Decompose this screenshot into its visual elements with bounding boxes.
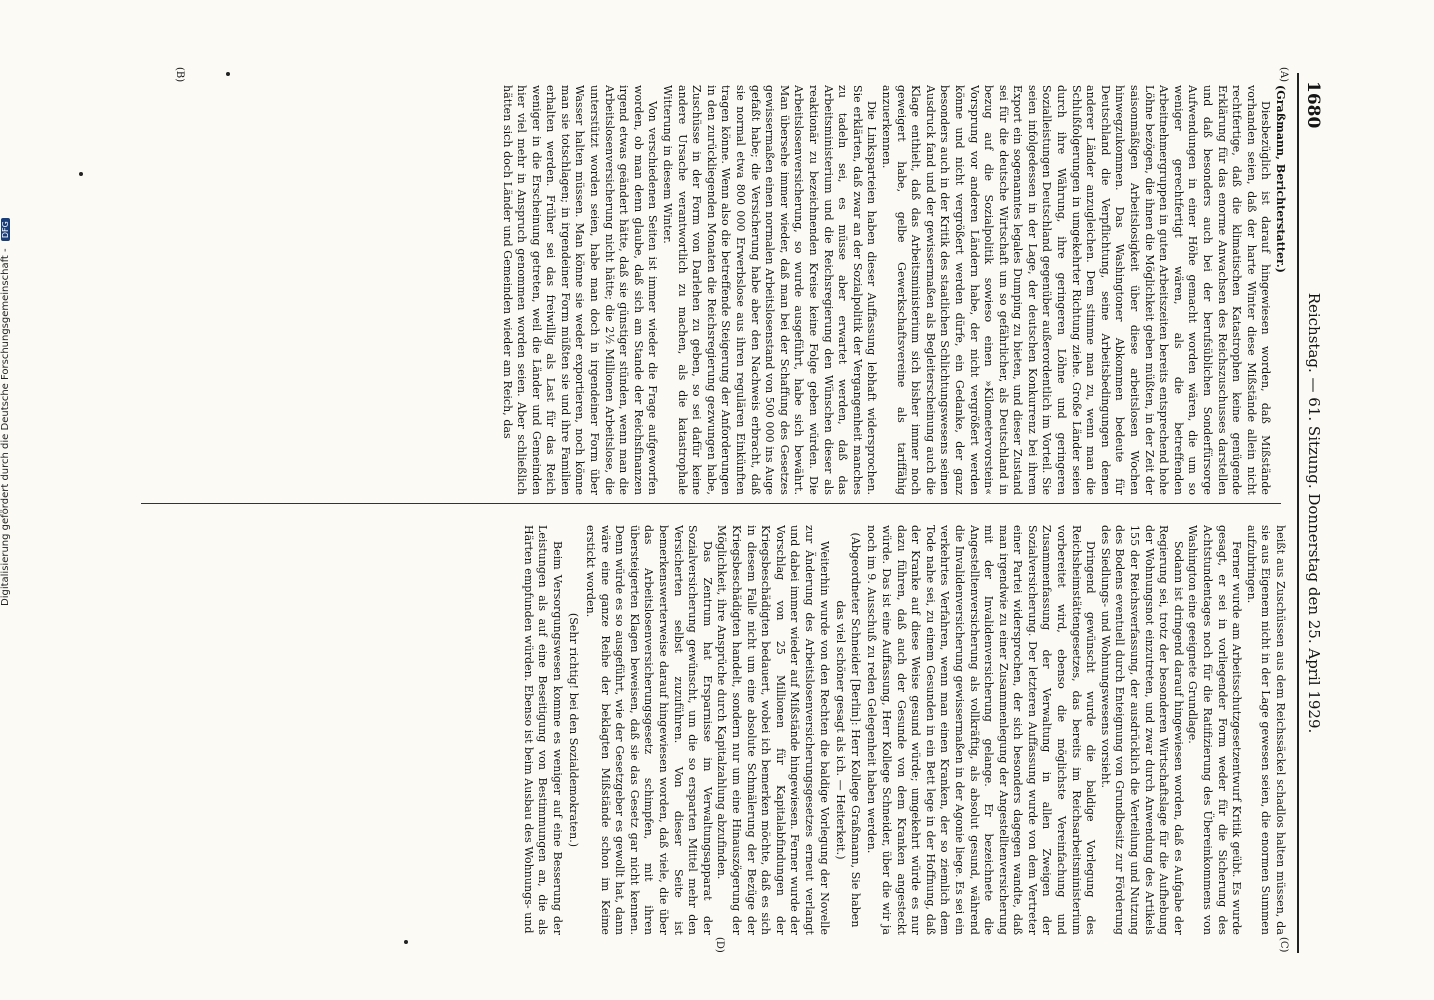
paragraph: Dringend gewünscht wurde die baldige Vorlegung des Reichsheimstättengesetzes, das bereits im Reichsarbeitsministerium vorbereitet wird, ebenso die möglichste Vereinfachung und Zusammenfassung der Verwaltung in allen Zweigen der Sozialversicherung. Der letzteren Auffassung wurde von dem Vertreter einer Partei widersprochen, der sich besonders dagegen wandte, daß man irgendwie zu einer Zusammenlegung der Angestelltenversicherung mit der Invalidenversicherung gelange. Er bezeichnete die Angestelltenversicherung als vollkräftig, als absolut gesund, während die Invalidenversicherung gewissermaßen in der Agonie liege. Es sei ein verkehrtes Verfahren, wenn man einen Kranken, der so ziemlich dem Tode nahe sei, zu einem Gesunden in ein Bett lege in der Hoffnung, daß der Kranke auf diese Weise gesund würde; umgekehrt würde es nur dazu führen, daß auch der Gesunde von dem Kranken angesteckt würde. Das ist eine Auffassung, Herr Kollege Schneider, über die wir ja noch im 9. Ausschuß zu reden Gelegenheit haben werden. bbox=[865, 525, 1098, 935]
speaker-line: (Graßmann, Berichterstatter.) bbox=[1274, 85, 1287, 273]
paragraph: heißt aus Zuschüssen aus dem Reichssäckel schadlos halten müssen, da sie aus Eigenem nicht in der Lage gewesen seien, die enormen Summen aufzubringen. bbox=[1244, 525, 1287, 935]
paragraph: Diesbezüglich ist darauf hingewiesen worden, daß Mißstände vorhanden seien, daß der harte Winter diese Mißstände allein nicht rechtfertige, daß die klimatischen Katastrophen keine genügende Erklärung für das enorme Anwachsen des Reichszuschusses darstellen und daß besonders auch bei der berufsüblichen Sonderfürsorge Aufwendungen in einer Höhe gemacht worden wären, die um so weniger gerechtfertigt wären, als die betreffenden Arbeitnehmergruppen in guten Arbeitszeiten bereits entsprechend hohe Löhne bezögen, die ihnen die Möglichkeit geben müßten, in der Zeit der saisonmäßigen Arbeitslosigkeit über diese arbeitslosen Wochen hinwegzukommen. Das Washingtoner Abkommen bedeute für Deutschland die Verpflichtung, seine Arbeitsbedingungen denen anderer Länder anzugleichen. Dem stimme man zu, wenn man die Schlußfolgerungen in umgekehrter Richtung ziehe. Große Länder seien durch ihre Währung, ihre geringeren Löhne und geringeren Sozialleistungen Deutschland gegenüber außerordentlich im Vorteil. Sie seien infolgedessen in der Lage, der deutschen Konkurrenz bei ihrem Export ein sogenanntes legales Dumping zu bieten, und dieser Zustand sei für die deutsche Wirtschaft um so gefährlicher, als Deutschland in bezug auf die Sozialpolitik sowieso einen »Kilometervorstein« Vorsprung vor anderen Ländern habe, der nicht vergrößert werden könne und nicht vergrößert werden dürfe, ein Gedanke, der ganz besonders auch in der Kritik des staatlichen Schlichtungswesens seinen Ausdruck fand und der gewissermaßen als Begleiterscheinung auch die Klage enthielt, daß das Arbeitsministerium sich bisher immer noch geweigert habe, gelbe Gewerkschaftsvereine als tariffähig anzuerkennen. bbox=[879, 85, 1273, 495]
page-header bbox=[1295, 73, 1325, 953]
margin-mark-b: (B) bbox=[174, 67, 185, 83]
header-rule bbox=[1297, 73, 1299, 953]
interjection: (Sehr richtig! bei den Sozialdemokraten.) bbox=[567, 612, 581, 848]
paragraph: Beim Versorgungswesen komme es weniger auf eine Besserung der Leistungen als auf eine Beseitigung von Bestimmungen an, die als Härten empfunden würden. Ebenso ist beim Ausbau des Wohnungs- und bbox=[521, 525, 564, 935]
right-column bbox=[137, 525, 1287, 935]
paragraph: Sodann ist dringend darauf hingewiesen worden, daß es Aufgabe der Regierung sei, trotz der besonderen Wirtschaftslage für die Aufhebung der Wohnungsnot einzutreten, und zwar durch Anwendung des Artikels 155 der Reichsverfassung, der ausdrücklich die Verteilung und Nutzung des Bodens eventuell durch Enteignung von Grundbesitz zur Förderung des Siedlungs- und Wohnungswesens vorsieht. bbox=[1098, 525, 1185, 935]
margin-mark-a: (A) bbox=[1278, 67, 1289, 83]
interjection: (Abgeordneter Schneider [Berlin]: Herr Kollege Graßmann, Sie haben das viel schöner gesagt als ich. — Heiterkeit.) bbox=[834, 532, 862, 928]
scan-speck bbox=[404, 940, 408, 944]
page-title: Reichstag. — 61. Sitzung. Donnerstag den 25. April 1929. bbox=[1305, 292, 1323, 734]
digitization-footer bbox=[0, 0, 14, 606]
column-divider bbox=[141, 503, 1281, 504]
document-page bbox=[120, 67, 1325, 953]
paragraph: Ferner wurde am Arbeitsschutzgesetzentwurf Kritik geübt. Es wurde gesagt, er sei in vorliegender Form weder für die Sicherung des Achtstundentages noch für die Ratifizierung des Übereinkommens von Washington eine geeignete Grundlage. bbox=[1186, 525, 1244, 935]
margin-mark-d: (D) bbox=[714, 937, 725, 953]
left-column bbox=[137, 85, 1287, 495]
paragraph: Weiterhin wurde von den Rechten die baldige Vorlegung der Novelle zur Änderung des Arbeitslosenversicherungsgesetzes erneut verlangt und dabei immer wieder auf Mißstände hingewiesen. Ferner wurde der Vorschlag von 25 Millionen für Kapitalabfindungen der Kriegsbeschädigten bedauert, wobei ich bemerken möchte, daß es sich in diesem Falle nicht um eine absolute Schmälerung der Bezüge der Kriegsbeschädigten handelt, sondern nur um eine Hinauszögerung der Möglichkeit, ihre Ansprüche durch Kapitalzahlung abzufinden. bbox=[715, 525, 831, 935]
dfg-logo: DFG bbox=[1, 218, 10, 241]
paragraph: Das Zentrum hat Ersparnisse im Verwaltungsapparat der Sozialversicherung gewünscht, um die so ersparten Mittel mehr den Versicherten selbst zuzuführen. Von dieser Seite ist bemerkenswerterweise darauf hingewiesen worden, daß viele, die über das Arbeitslosenversicherungsgesetz schimpfen, mit ihren übersteigerten Klagen beweisen, daß sie das Gesetz gar nicht kennen. Denn würde es so ausgeführt, wie der Gesetzgeber es gewollt hat, dann wäre eine ganze Reihe der beklagten Mißstände schon im Keime erstickt worden. bbox=[584, 525, 714, 935]
page-number: 1680 bbox=[1303, 81, 1323, 129]
paragraph: Von verschiedenen Seiten ist immer wieder die Frage aufgeworfen worden, ob man denn glaube, daß sich am Stande der Reichsfinanzen irgend etwas geändert hätte, daß sie günstiger stünden, wenn man die Arbeitslosenversicherung nicht hätte; die 2½ Millionen Arbeitslose, die unterstützt worden seien, habe man doch in irgendeiner Form über Wasser halten müssen. Man könne sie weder exportieren, noch könne man sie totschlagen; in irgendeiner Form müßten sie und ihre Familien erhalten werden. Früher sei das freiwillig als Last für das Reich weniger in die Erscheinung getreten, weil die Länder und Gemeinden hier viel mehr in Anspruch genommen worden seien. Aber schließlich hätten sich doch Länder und Gemeinden wieder am Reich, das bbox=[500, 85, 660, 495]
footer-text: Digitalisierung gefördert durch die Deutsche Forschungsgemeinschaft - bbox=[0, 248, 11, 606]
scan-speck bbox=[226, 72, 230, 76]
margin-mark-c: (C) bbox=[1278, 937, 1289, 953]
paragraph: Die Linksparteien haben dieser Auffassung lebhaft widersprochen. Sie erklärten, daß zwar an der Sozialpolitik der Vergangenheit manches zu tadeln sei, es müsse aber erwartet werden, daß das Arbeitsministerium und die Reichsregierung den Wünschen dieser als reaktionär zu bezeichnenden Kreise keine Folge geben würden. Die Arbeitslosenversicherung, so wurde ausgeführt, habe sich bewährt. Man übersehe immer wieder, daß man bei der Schaffung des Gesetzes gewissermaßen einen normalen Arbeitslosenstand von 500 000 ins Auge gefaßt habe; die Versicherung habe aber den Nachweis erbracht, daß sie normal etwa 800 000 Erwerbslose aus ihren regulären Einkünften tragen könne. Wenn also die betreffende Steigerung der Anforderungen in den zurückliegenden Monaten die Reichsregierung gezwungen habe, Zuschüsse in der Form von Darlehen zu geben, so sei dafür keine andere Ursache verantwortlich zu machen, als die katastrophale Witterung in diesem Winter. bbox=[661, 85, 879, 495]
scan-speck bbox=[79, 172, 83, 176]
